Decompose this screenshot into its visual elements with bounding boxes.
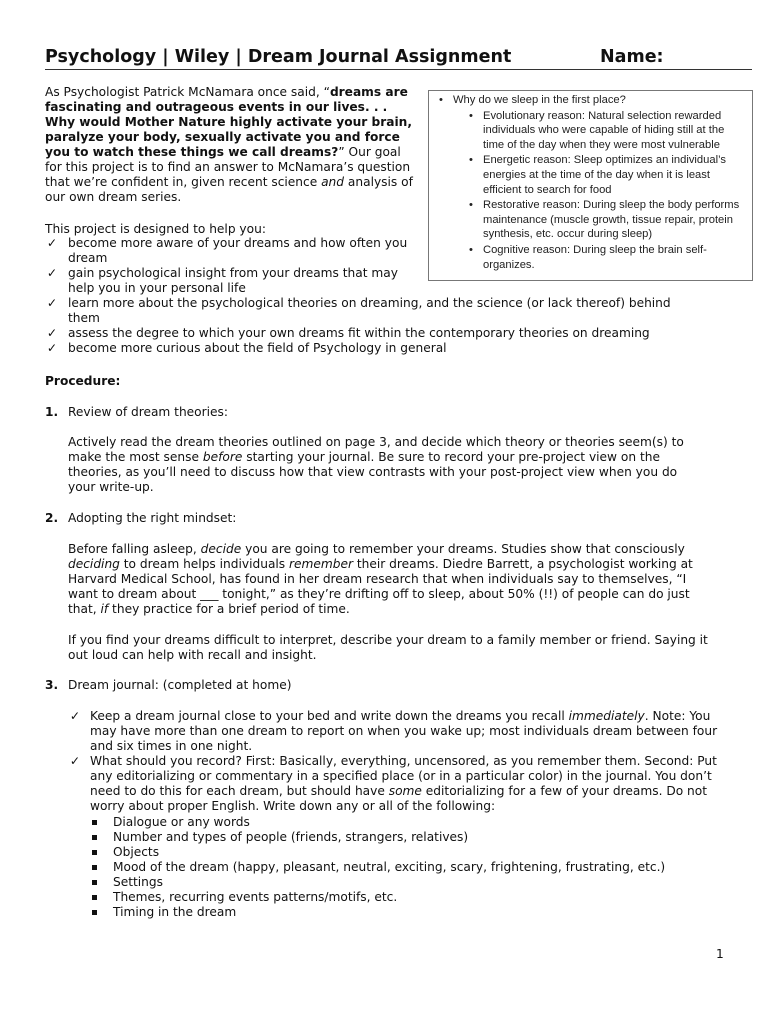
reason-item: • Evolutionary reason: Natural selection rewarded individuals who were capable of hiding still at the time of the day when they were most vulnerable	[467, 109, 746, 153]
journal-instructions	[68, 709, 728, 814]
step-title: Dream journal: (completed at home)	[68, 678, 292, 692]
page-number: 1	[716, 947, 724, 961]
list-item: Objects	[90, 845, 665, 860]
sleep-question: • Why do we sleep in the first place? • Evolutionary reason: Natural selection rewarded individuals who were capable of hiding still at the time of the day when they were most vulnerable • Energetic reason: Sleep optimizes an individual’s energies at the time of the day when it is least efficient to search for food • Restorative reason: During sleep the body performs maintenance (muscle growth, tissue repair, protein synthesis, etc. occur during sleep) • Cognitive reason: During sleep the brain self-organizes.	[437, 93, 746, 272]
project-heading: This project is designed to help you:	[45, 222, 266, 236]
check-icon: ✓	[46, 341, 58, 355]
reason-item: • Restorative reason: During sleep the body performs maintenance (muscle growth, tissue repair, protein synthesis, etc. occur during sleep)	[467, 198, 746, 242]
step-number: 3.	[45, 678, 59, 692]
reason-item: • Energetic reason: Sleep optimizes an individual’s energies at the time of the day when it is least efficient to search for food	[467, 153, 746, 197]
step-number: 2.	[45, 511, 59, 525]
check-icon: ✓	[46, 236, 58, 250]
record-items-list	[90, 815, 665, 920]
check-icon: ✓	[69, 754, 81, 768]
mcnamara-quote: dreams are fascinating and outrageous events in our lives. . . Why would Mother Nature highly activate your brain, paralyze your body, sexually activate you and force you to watch these things we call dreams?	[45, 85, 412, 159]
instruction-item: ✓ Keep a dream journal close to your bed and write down the dreams you recall immediately. Note: You may have more than one dream to report on when you wake up; most individuals dream between four and six times in one night.	[69, 709, 718, 753]
goal-item: ✓ gain psychological insight from your dreams that may help you in your personal life	[46, 266, 398, 295]
list-item: Dialogue or any words	[90, 815, 665, 830]
step-title: Review of dream theories:	[68, 405, 228, 419]
goal-item: ✓ assess the degree to which your own dreams fit within the contemporary theories on dreaming	[46, 326, 650, 340]
page-title: Psychology | Wiley | Dream Journal Assignment	[45, 47, 512, 67]
list-item: Mood of the dream (happy, pleasant, neutral, exciting, scary, frightening, frustrating, etc.)	[90, 860, 665, 875]
list-item: Settings	[90, 875, 665, 890]
list-item: Number and types of people (friends, strangers, relatives)	[90, 830, 665, 845]
procedure-heading: Procedure:	[45, 374, 121, 388]
instruction-item: ✓ What should you record? First: Basically, everything, uncensored, as you remember them. Second: Put any editorializing or commentary in a specified place (or in a particular color) in the journal. You don’t need to do this for each dream, but should have some editorializing for a few of your dreams. Do not worry about proper English. Write down any or all of the following:	[69, 754, 717, 813]
step-title: Adopting the right mindset:	[68, 511, 237, 525]
goal-item: ✓ learn more about the psychological theories on dreaming, and the science (or lack thereof) behind them	[46, 296, 671, 325]
check-icon: ✓	[69, 709, 81, 723]
check-icon: ✓	[46, 326, 58, 340]
name-label: Name:	[600, 47, 664, 67]
list-item: Timing in the dream	[90, 905, 665, 920]
step-paragraph: If you find your dreams difficult to interpret, describe your dream to a family member or friend. Saying it out loud can help with recall and insight.	[68, 633, 708, 662]
project-goals-list	[45, 236, 705, 356]
goal-item: ✓ become more aware of your dreams and how often you dream	[46, 236, 408, 265]
step-number: 1.	[45, 405, 59, 419]
check-icon: ✓	[46, 266, 58, 280]
step-paragraph: Before falling asleep, decide you are going to remember your dreams. Studies show that consciously deciding to dream helps individuals remember their dreams. Diedre Barrett, a psychologist working at Harvard Medical School, has found in her dream research that when individuals say to themselves, “I want to dream about ___ tonight,” as they’re drifting off to sleep, about 50% (!!) of people can do just that, if they practice for a brief period of time.	[68, 542, 693, 616]
step-paragraph: Actively read the dream theories outlined on page 3, and decide which theory or theories seem(s) to make the most sense before starting your journal. Be sure to record your pre-project view on the theories, as you’ll need to discuss how that view contrasts with your post-project view when you do your write-up.	[68, 435, 684, 494]
title-underline	[45, 69, 752, 70]
intro-paragraph: As Psychologist Patrick McNamara once said, “dreams are fascinating and outrageous events in our lives. . . Why would Mother Nature highly activate your brain, paralyze your body, sexually activate you and force you to watch these things we call dreams?” Our goal for this project is to find an answer to McNamara’s question that we’re confident in, given recent science and analysis of our own dream series.	[45, 85, 413, 204]
check-icon: ✓	[46, 296, 58, 310]
list-item: Themes, recurring events patterns/motifs, etc.	[90, 890, 665, 905]
goal-item: ✓ become more curious about the field of Psychology in general	[46, 341, 447, 355]
reason-item: • Cognitive reason: During sleep the brain self-organizes.	[467, 243, 746, 272]
